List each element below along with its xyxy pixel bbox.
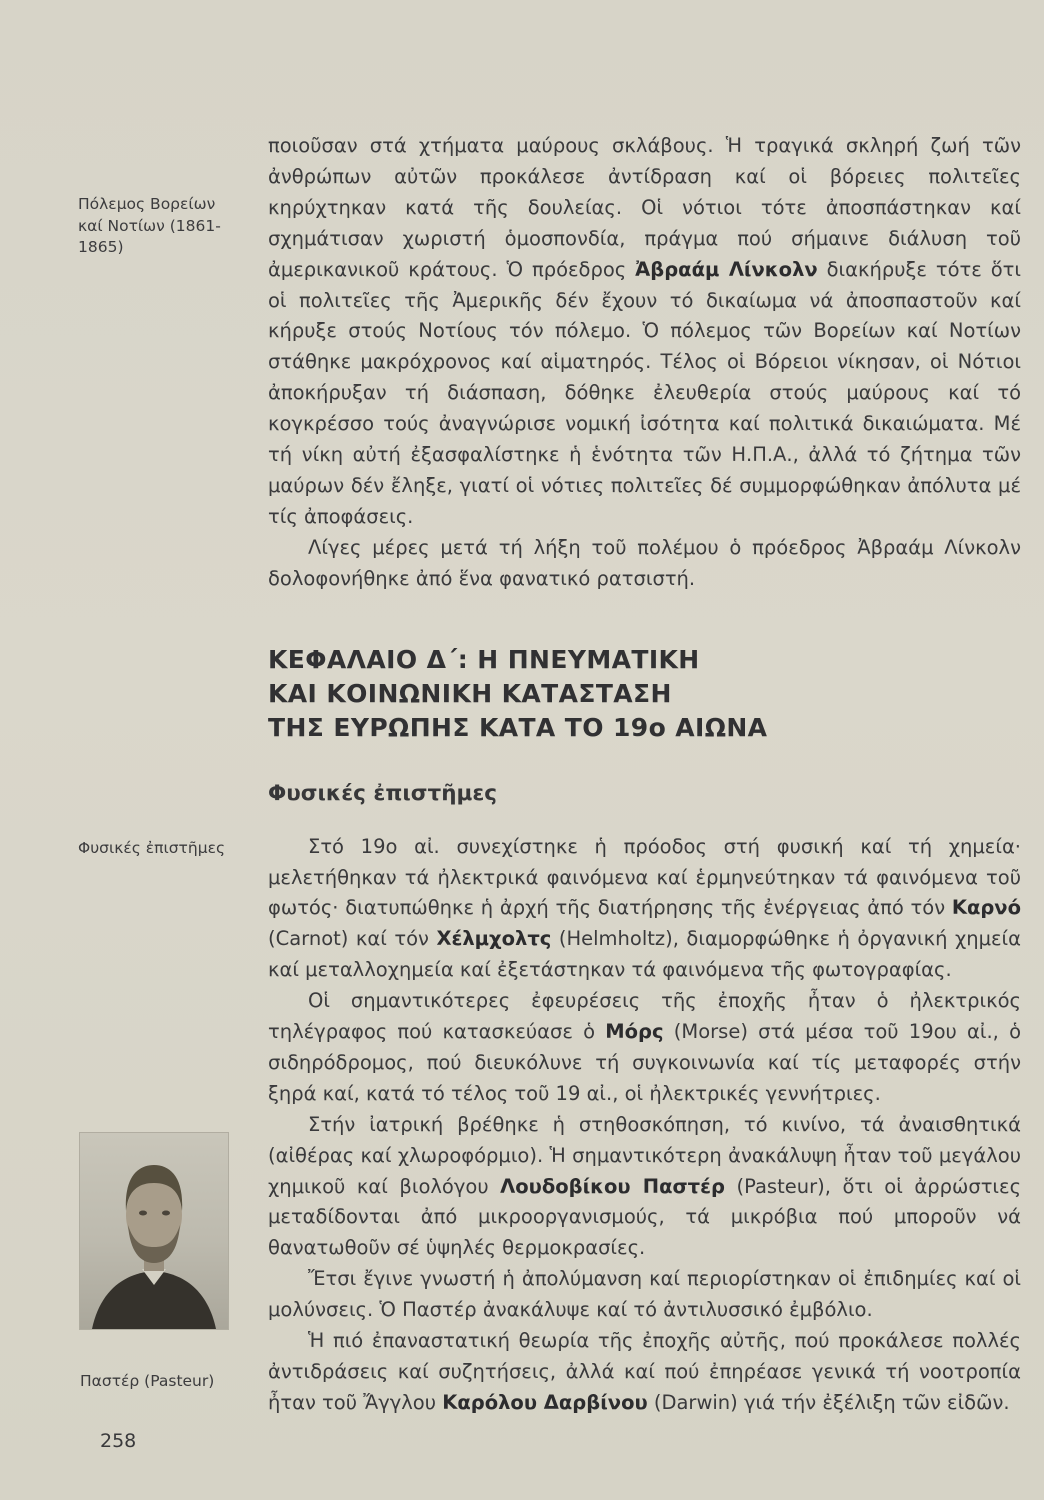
paragraph-science-2: Οἱ σημαντικότερες ἐφευρέσεις τῆς ἐποχῆς ἦταν ὁ ἠλεκτρικός τηλέγραφος πού κατασκεύασε ὁ Μόρς (Morse) στά μέσα τοῦ 19ου αἰ., ὁ σιδηρόδρομος, πού διευκόλυνε τή συγκοινωνία καί τίς μεταφορές στήν ξηρά καί, κατά τό τέλος τοῦ 19 αἰ., οἱ ἠλεκτρικές γεννήτριες. (268, 989, 1021, 1105)
margin-note-natural-sciences: Φυσικές ἐπιστῆμες (78, 839, 226, 857)
pasteur-portrait-photo (80, 1133, 228, 1329)
paragraph-science-1: Στό 19ο αἰ. συνεχίστηκε ἡ πρόοδος στή φυσική καί τή χημεία· μελετήθηκαν τά ἠλεκτρικά φαινόμενα καί ἑρμηνεύτηκαν τά φαινόμενα τοῦ φωτός· διατυπώθηκε ἡ ἀρχή τῆς διατήρησης τῆς ἐνέργειας ἀπό τόν Καρνό (Carnot) καί τόν Χέλμχολτς (Helmholtz), διαμορφώθηκε ἡ ὀργανική χημεία καί μεταλλοχημεία καί ἐξετάστηκαν τά φαινόμενα τῆς φωτογραφίας. (268, 834, 1022, 982)
margin-note-civil-war: Πόλεμος Βορείων καί Νοτίων (1861-1865) (78, 195, 221, 257)
paragraph-science-3: Στήν ἰατρική βρέθηκε ἡ στηθοσκόπηση, τό κινίνο, τά ἀναισθητικά (αἰθέρας καί χλωροφόρμιο). Ἡ σημαντικότερη ἀνακάλυψη ἦταν τοῦ μεγάλου χημικοῦ καί βιολόγου Λουδοβίκου Παστέρ (Pasteur), ὅτι οἱ ἀρρώστιες μεταδίδονται ἀπό μικροοργανισμούς, τά μικρόβια πού μποροῦν νά θανατωθοῦν σέ ὑψηλές θερμοκρασίες. (268, 1112, 1022, 1260)
photo-caption: Παστέρ (Pasteur) (80, 1372, 215, 1390)
paragraph-civil-war-1: ποιοῦσαν στά χτήματα μαύρους σκλάβους. Ἡ τραγικά σκληρή ζωή τῶν ἀνθρώπων αὐτῶν προκάλεσε ἀντίδραση καί οἱ βόρειες πολιτεῖες κηρύχτηκαν κατά τῆς δουλείας. Οἱ νότιοι τότε ἀποσπάστηκαν καί σχημάτισαν χωριστή ὁμοσπονδία, πράγμα πού σήμαινε διάλυση τοῦ ἀμερικανικοῦ κράτους. Ὁ πρόεδρος Ἀβραάμ Λίνκολν διακήρυξε τότε ὅτι οἱ πολιτεῖες τῆς Ἀμερικῆς δέν ἔχουν τό δικαίωμα νά ἀποσπαστοῦν καί κήρυξε στούς Νοτίους τόν πόλεμο. Ὁ πόλεμος τῶν Βορείων καί Νοτίων στάθηκε μακρόχρονος καί αἱματηρός. Τέλος οἱ Βόρειοι νίκησαν, οἱ Νότιοι ἀποκήρυξαν τή διάσπαση, δόθηκε ἐλευθερία στούς μαύρους καί τό κογκρέσσο τούς ἀναγνώρισε νομική ἰσότητα καί πολιτικά δικαιώματα. Μέ τή νίκη αὐτή ἐξασφαλίστηκε ἡ ἑνότητα τῶν Η.Π.Α., ἀλλά τό ζήτημα τῶν μαύρων δέν ἔληξε, γιατί οἱ νότιες πολιτεῖες δέ συμμορφώθηκαν ἀπόλυτα μέ τίς ἀποφάσεις. (268, 134, 1021, 528)
pasteur-portrait-image (80, 1133, 228, 1329)
paragraph-science-4: Ἔτσι ἔγινε γνωστή ἡ ἀπολύμανση καί περιορίστηκαν οἱ ἐπιδημίες καί οἱ μολύνσεις. Ὁ Παστέρ ἀνακάλυψε καί τό ἀντιλυσσικό ἐμβόλιο. (268, 1267, 1021, 1322)
paragraph-science-5: Ἡ πιό ἐπαναστατική θεωρία τῆς ἐποχῆς αὐτῆς, πού προκάλεσε πολλές ἀντιδράσεις καί συζητήσεις, ἀλλά καί πού ἐπηρέασε γενικά τή νοοτροπία ἦταν τοῦ Ἄγγλου Καρόλου Δαρβίνου (Darwin) γιά τήν ἐξέλιξη τῶν εἰδῶν. (268, 1329, 1021, 1414)
page-number: 258 (100, 1430, 137, 1452)
chapter-heading: ΚΕΦΑΛΑΙΟ Δ΄: Η ΠΝΕΥΜΑΤΙΚΗ ΚΑΙ ΚΟΙΝΩΝΙΚΗ ΚΑΤΑΣΤΑΣΗ ΤΗΣ ΕΥΡΩΠΗΣ ΚΑΤΑ ΤΟ 19ο ΑΙΩΝΑ (268, 644, 768, 742)
main-text-column (268, 131, 1021, 1419)
paragraph-civil-war-2: Λίγες μέρες μετά τή λήξη τοῦ πολέμου ὁ πρόεδρος Ἀβραάμ Λίνκολν δολοφονήθηκε ἀπό ἕνα φανατικό ρατσιστή. (268, 535, 1021, 590)
section-heading-natural-sciences: Φυσικές ἐπιστῆμες (268, 780, 498, 806)
